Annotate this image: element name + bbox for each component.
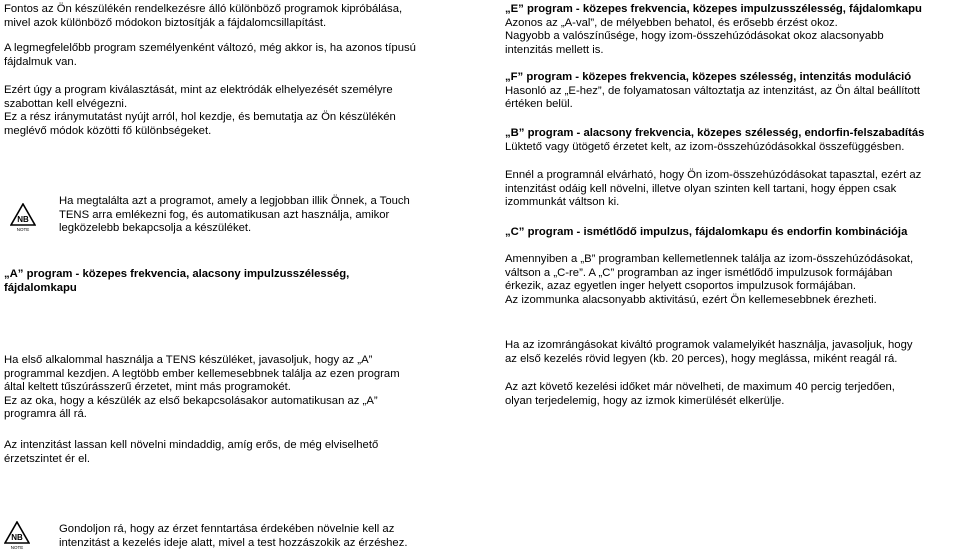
electrodes-paragraph: Ezért úgy a program kiválasztását, mint az elektródák elhelyezését személyre szabottan kell elvégezni. Ez a rész iránymutatást nyújt arról, hol kezdje, és bemutatja az Ön készülékén meglévő módok közötti fő különbségeket.	[4, 84, 396, 137]
program-f-section: „F” program - közepes frekvencia, közepes szélesség, intenzitás moduláció Hasonló az „E-hez”, de folyamatosan változtatja az intenzitást, az Ön által beállított értéken belül.	[505, 71, 921, 111]
nb-note-icon-2	[4, 521, 30, 553]
nb-note-icon-sublabel: NOTE	[16, 227, 30, 232]
first-use-paragraph: Ha első alkalommal használja a TENS készüléket, javasoljuk, hogy az „A” programmal kezdjen. A legtöbb ember kellemesebbnek találja az ezen program által keltett tűszúrásszerű érzetet, mint más programokét. Ez az oka, hogy a készülék az első bekapcsolásakor automatikusan az „A” programra áll rá.	[4, 354, 400, 421]
program-b-heading: „B” program - alacsony frekvencia, közepes szélesség, endorfin-felszabadítás	[505, 127, 925, 139]
endorphin-paragraph: Ennél a programnál elvárható, hogy Ön izom-összehúzódásokat tapasztal, ezért az intenzitást odáig kell növelni, illetve olyan szinten kell tartani, hogy éppen csak izommunkát váltson ki.	[505, 169, 922, 209]
nb-note-icon-2-sublabel: NOTE	[10, 545, 24, 550]
note-paragraph-program-memory: Ha megtalálta azt a programot, amely a legjobban illik Önnek, a Touch TENS arra emlékezni fog, és automatikusan azt használja, amikor legközelebb bekapcsolja a készüléket.	[59, 195, 410, 235]
program-e-heading: „E” program - közepes frekvencia, közepes impulzusszélesség, fájdalomkapu	[505, 3, 922, 15]
max-time-paragraph: Az azt követő kezelési időket már növelheti, de maximum 40 percig terjedően, olyan terjedelemig, hogy az izmok kimerülését elkerülje.	[505, 381, 895, 407]
intensity-paragraph: Az intenzitást lassan kell növelni mindaddig, amíg erős, de még elviselhető érzetszintet ér el.	[4, 439, 379, 465]
intro-paragraph: Fontos az Ön készülékén rendelkezésre álló különböző programok kipróbálása, mivel azok különböző módokon biztosítják a fájdalomcsillapítást.	[4, 3, 403, 29]
short-session-paragraph: Ha az izomrángásokat kiváltó programok valamelyikét használja, javasoljuk, hogy az első kezelés rövid legyen (kb. 20 perces), hogy meglássa, miként reagál rá.	[505, 339, 913, 365]
program-a-heading: „A” program - közepes frekvencia, alacsony impulzusszélesség, fájdalomkapu	[4, 268, 350, 294]
nb-note-icon	[10, 203, 36, 235]
program-e-section: „E” program - közepes frekvencia, közepes impulzusszélesség, fájdalomkapu Azonos az „A-val”, de mélyebben behatol, és erősebb érzést okoz. Nagyobb a valószínűsége, hogy izom-összehúzódásokat okoz alacsonyabb intenzitás mellett is.	[505, 3, 922, 56]
nb-note-icon-2-label: NB	[11, 533, 23, 542]
program-b-section: „B” program - alacsony frekvencia, közepes szélesség, endorfin-felszabadítás Lüktető vagy ütögető érzetet kelt, az izom-összehúzódásokkal összefüggésben.	[505, 127, 925, 153]
best-program-paragraph: A legmegfelelőbb program személyenként változó, még akkor is, ha azonos típusú fájdalmuk van.	[4, 42, 416, 68]
nb-note-icon-label: NB	[17, 215, 29, 224]
note-paragraph-intensity: Gondoljon rá, hogy az érzet fenntartása érdekében növelnie kell az intenzitást a kezelés ideje alatt, mivel a test hozzászokik az érzéshez.	[59, 523, 408, 549]
program-f-heading: „F” program - közepes frekvencia, közepes szélesség, intenzitás moduláció	[505, 71, 912, 83]
contractions-paragraph: Amennyiben a „B” programban kellemetlennek találja az izom-összehúzódásokat, váltson a „C-re”. A „C” programban az inger ismétlődő impulzusok formájában érkezik, azaz egyetlen inger helyett csoportos impulzusok formájában. Az izommunka alacsonyabb aktivitású, ezért Ön kellemesebbnek érezheti.	[505, 253, 914, 306]
program-c-heading: „C” program - ismétlődő impulzus, fájdalomkapu és endorfin kombinációja	[505, 226, 908, 238]
